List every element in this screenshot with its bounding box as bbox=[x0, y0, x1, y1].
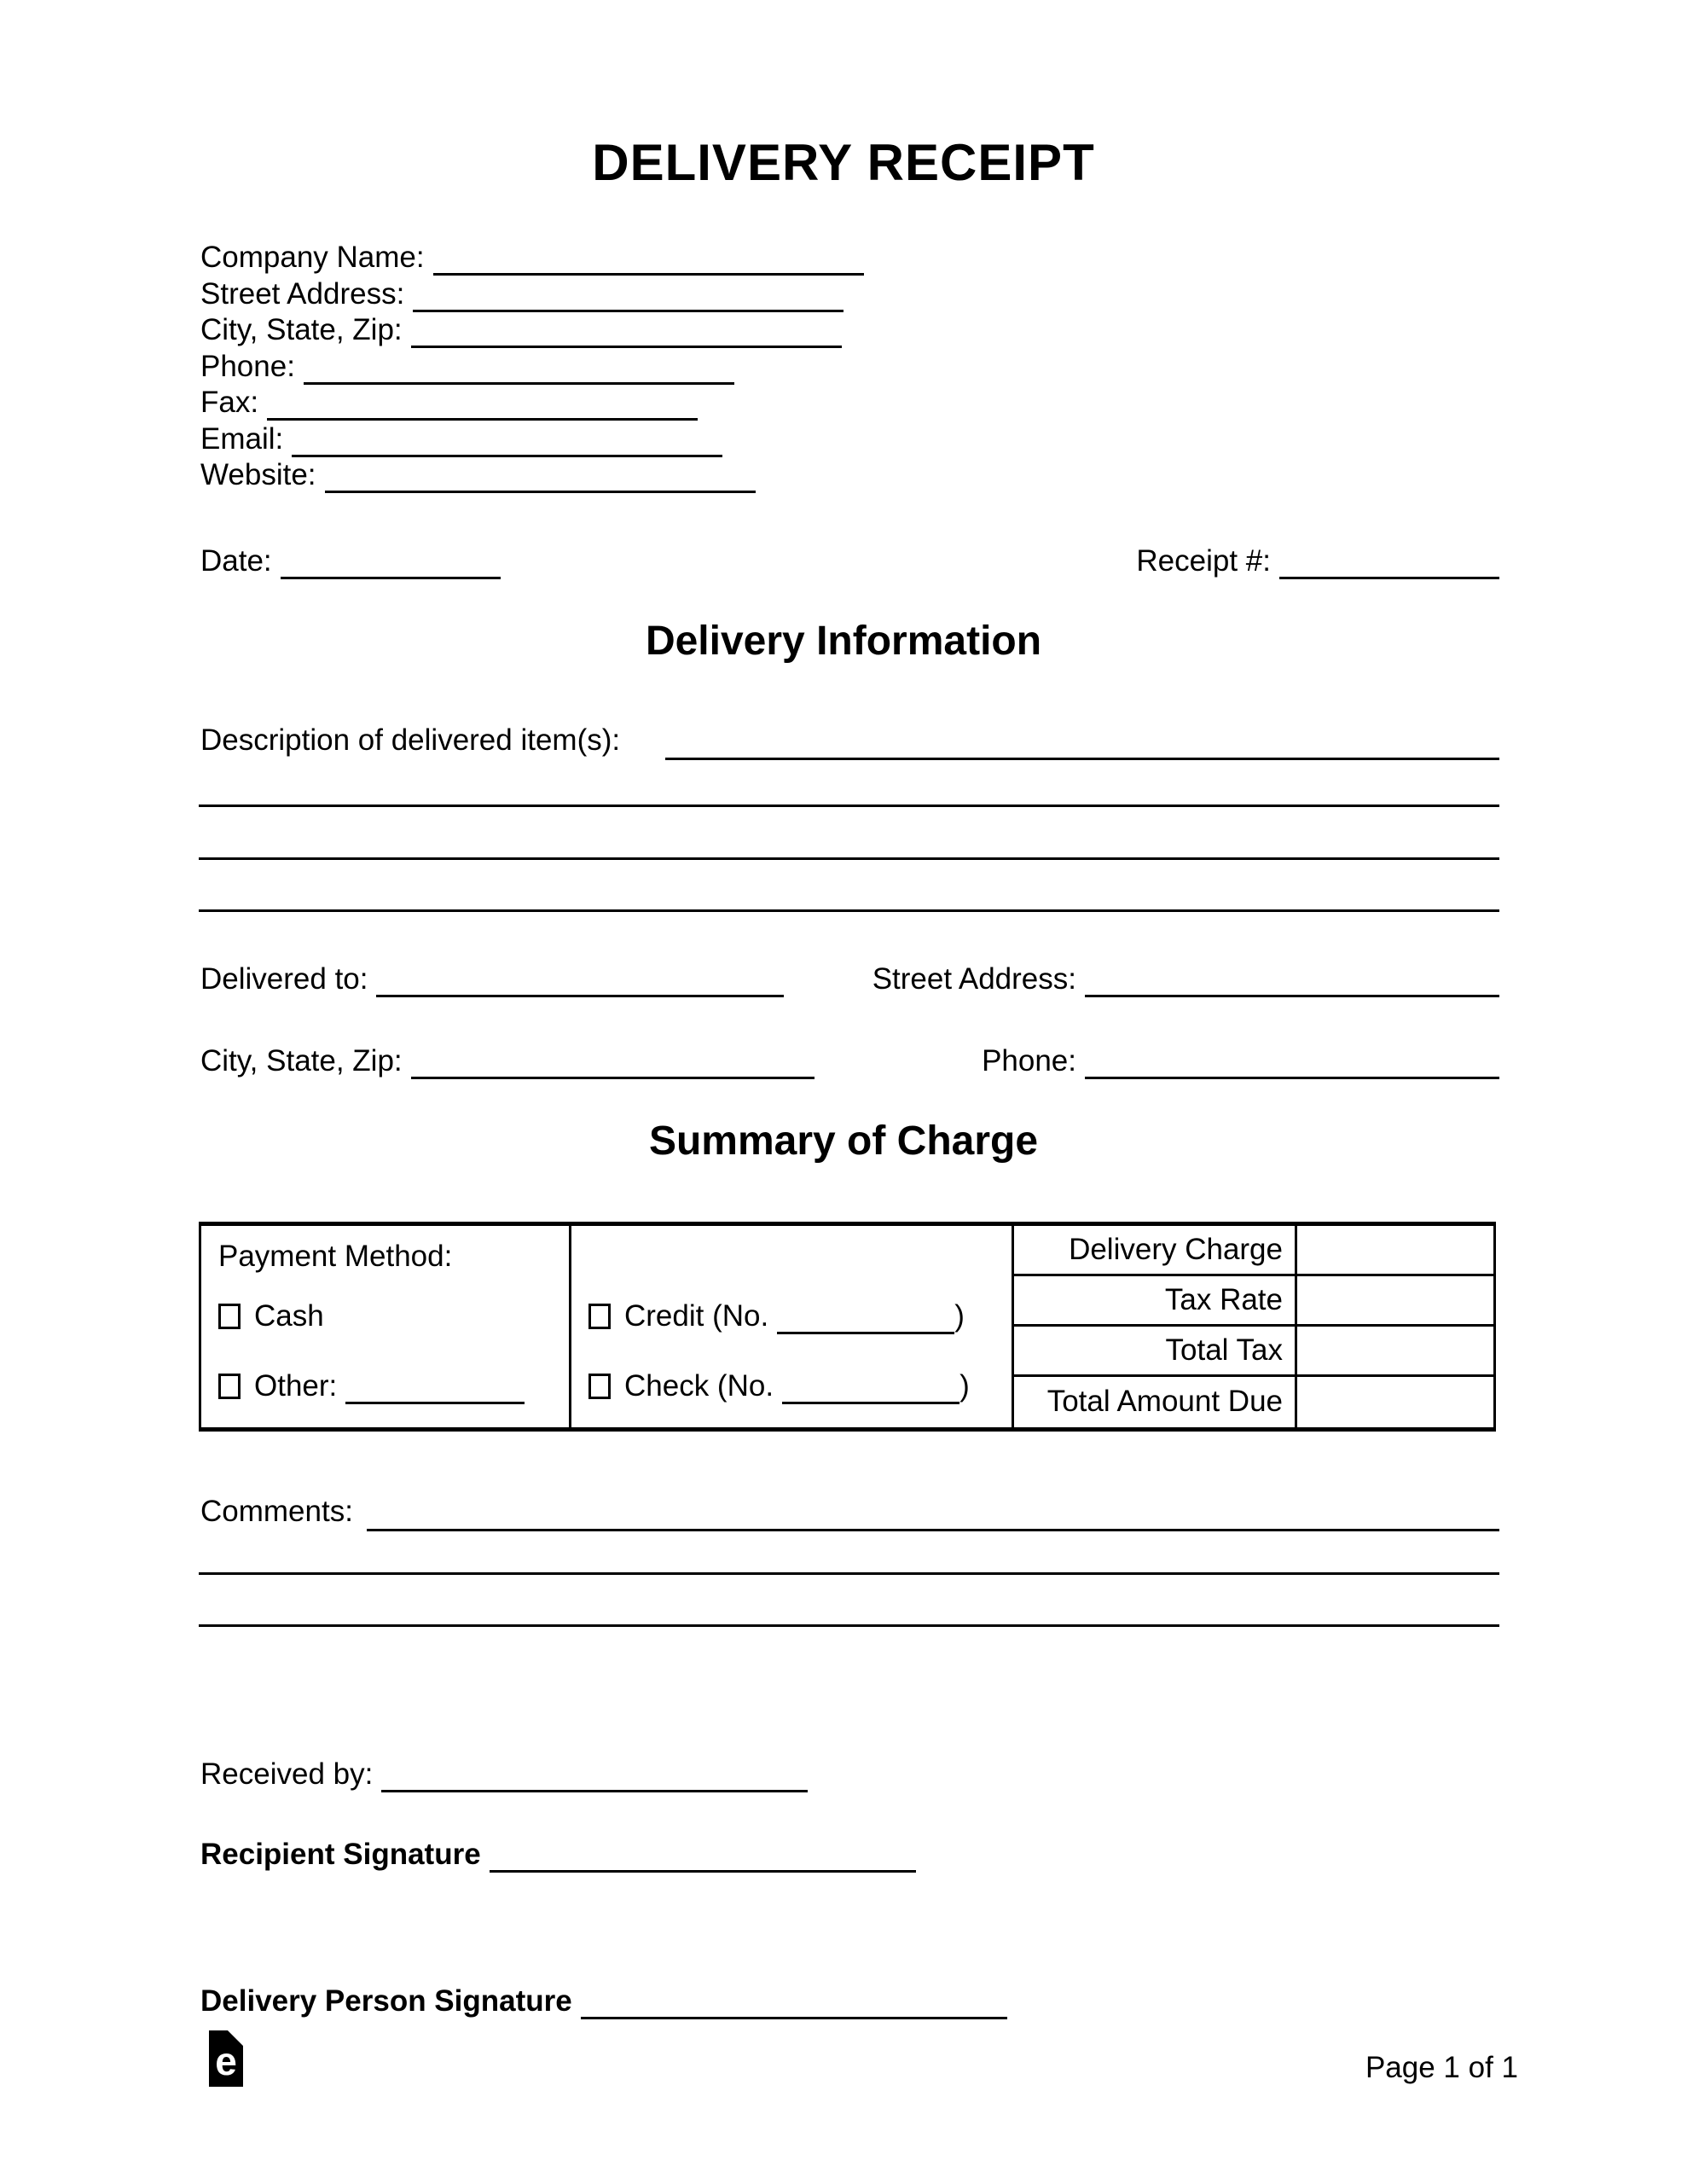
date-receipt-row bbox=[200, 544, 1499, 579]
cash-label: Cash bbox=[254, 1299, 324, 1333]
received-by-label: Received by: bbox=[200, 1757, 374, 1791]
page-title: DELIVERY RECEIPT bbox=[592, 134, 1095, 191]
recipient-signature-field[interactable] bbox=[490, 1870, 916, 1873]
delivery-person-signature-row bbox=[200, 1984, 1499, 2019]
company-street-address-label: Street Address: bbox=[200, 276, 405, 311]
company-name-row bbox=[200, 241, 864, 277]
company-email-row bbox=[200, 422, 864, 459]
company-fax-label: Fax: bbox=[200, 386, 259, 419]
company-email-field[interactable] bbox=[292, 455, 722, 457]
received-by-row bbox=[200, 1757, 1499, 1792]
payment-method-cell bbox=[201, 1226, 571, 1427]
total-tax-value-cell[interactable] bbox=[1297, 1327, 1493, 1377]
delivered-to-field[interactable] bbox=[376, 995, 784, 997]
delivery-charge-value-cell[interactable] bbox=[1297, 1226, 1493, 1276]
date-field[interactable] bbox=[281, 577, 501, 579]
delivery-street-address-field[interactable] bbox=[1085, 995, 1499, 997]
company-name-label: Company Name: bbox=[200, 241, 425, 274]
check-close-paren: ) bbox=[959, 1369, 970, 1403]
check-number-field[interactable] bbox=[782, 1402, 959, 1404]
delivery-phone-label: Phone: bbox=[982, 1044, 1076, 1077]
company-phone-field[interactable] bbox=[304, 382, 734, 385]
cash-checkbox[interactable] bbox=[218, 1304, 241, 1329]
company-email-label: Email: bbox=[200, 421, 284, 456]
total-amount-due-label: Total Amount Due bbox=[1046, 1385, 1283, 1419]
delivered-to-label: Delivered to: bbox=[200, 962, 368, 996]
company-phone-label: Phone: bbox=[200, 349, 295, 383]
summary-of-charge-heading: Summary of Charge bbox=[648, 1118, 1039, 1164]
receipt-number-group bbox=[1136, 544, 1499, 579]
credit-number-field[interactable] bbox=[777, 1332, 954, 1334]
delivered-to-row bbox=[200, 962, 1499, 997]
delivery-phone-group bbox=[982, 1044, 1499, 1079]
page-number: Page 1 of 1 bbox=[1365, 2051, 1518, 2084]
check-checkbox[interactable] bbox=[588, 1374, 611, 1399]
credit-label: Credit (No. bbox=[624, 1299, 769, 1333]
logo-letter: e bbox=[215, 2039, 237, 2083]
cash-option bbox=[218, 1299, 324, 1333]
delivery-charge-label: Delivery Charge bbox=[1069, 1232, 1283, 1266]
company-street-address-field[interactable] bbox=[413, 310, 844, 312]
total-amount-due-value-cell[interactable] bbox=[1297, 1377, 1493, 1427]
date-label: Date: bbox=[200, 544, 272, 578]
total-amount-due-label-cell bbox=[1014, 1377, 1297, 1427]
description-field-line-1[interactable] bbox=[665, 758, 1499, 760]
description-field-line-4[interactable] bbox=[199, 909, 1499, 912]
total-tax-label: Total Tax bbox=[1165, 1333, 1283, 1367]
other-option bbox=[218, 1369, 525, 1404]
tax-rate-label: Tax Rate bbox=[1164, 1282, 1283, 1316]
comments-label: Comments: bbox=[200, 1495, 353, 1528]
delivery-information-heading: Delivery Information bbox=[645, 619, 1042, 664]
payment-method-label: Payment Method: bbox=[218, 1240, 453, 1273]
description-field-line-2[interactable] bbox=[199, 804, 1499, 807]
tax-rate-label-cell bbox=[1014, 1276, 1297, 1327]
comments-field-line-3[interactable] bbox=[199, 1624, 1499, 1627]
received-by-field[interactable] bbox=[381, 1790, 808, 1792]
other-label: Other: bbox=[254, 1369, 338, 1403]
company-fax-row bbox=[200, 386, 864, 422]
company-city-state-zip-row bbox=[200, 313, 864, 350]
total-tax-label-cell bbox=[1014, 1327, 1297, 1377]
other-checkbox[interactable] bbox=[218, 1374, 241, 1399]
delivery-person-signature-label: Delivery Person Signature bbox=[200, 1984, 572, 2018]
company-website-field[interactable] bbox=[325, 491, 756, 493]
charge-summary-table bbox=[199, 1222, 1496, 1432]
credit-close-paren: ) bbox=[954, 1299, 965, 1333]
credit-checkbox[interactable] bbox=[588, 1304, 611, 1329]
company-city-state-zip-label: City, State, Zip: bbox=[200, 313, 403, 346]
credit-option bbox=[588, 1299, 965, 1334]
description-label: Description of delivered item(s): bbox=[200, 723, 621, 757]
description-row bbox=[200, 723, 1499, 758]
company-phone-row bbox=[200, 350, 864, 386]
company-street-address-row bbox=[200, 277, 864, 314]
check-label: Check (No. bbox=[624, 1369, 774, 1403]
comments-row bbox=[200, 1495, 1499, 1529]
recipient-signature-row bbox=[200, 1838, 1499, 1873]
delivery-street-address-label: Street Address: bbox=[872, 962, 1076, 996]
company-name-field[interactable] bbox=[433, 273, 864, 276]
company-city-state-zip-field[interactable] bbox=[411, 346, 842, 348]
comments-field-line-1[interactable] bbox=[367, 1529, 1499, 1531]
description-field-line-3[interactable] bbox=[199, 857, 1499, 860]
recipient-signature-label: Recipient Signature bbox=[200, 1838, 481, 1871]
delivery-charge-label-cell bbox=[1014, 1226, 1297, 1276]
other-field[interactable] bbox=[345, 1402, 525, 1404]
delivery-city-state-zip-field[interactable] bbox=[411, 1077, 815, 1079]
delivery-city-state-zip-label: City, State, Zip: bbox=[200, 1044, 403, 1077]
check-option bbox=[588, 1369, 970, 1404]
delivery-street-address-group bbox=[872, 962, 1499, 997]
receipt-number-field[interactable] bbox=[1279, 577, 1499, 579]
company-website-label: Website: bbox=[200, 458, 316, 491]
tax-rate-value-cell[interactable] bbox=[1297, 1276, 1493, 1327]
delivery-city-phone-row bbox=[200, 1044, 1499, 1079]
company-website-row bbox=[200, 458, 864, 495]
delivery-person-signature-field[interactable] bbox=[581, 2017, 1007, 2019]
company-header-block bbox=[200, 241, 864, 495]
delivery-phone-field[interactable] bbox=[1085, 1077, 1499, 1079]
comments-field-line-2[interactable] bbox=[199, 1572, 1499, 1575]
credit-check-cell bbox=[571, 1226, 1014, 1427]
receipt-number-label: Receipt #: bbox=[1136, 544, 1271, 578]
company-fax-field[interactable] bbox=[267, 418, 698, 421]
